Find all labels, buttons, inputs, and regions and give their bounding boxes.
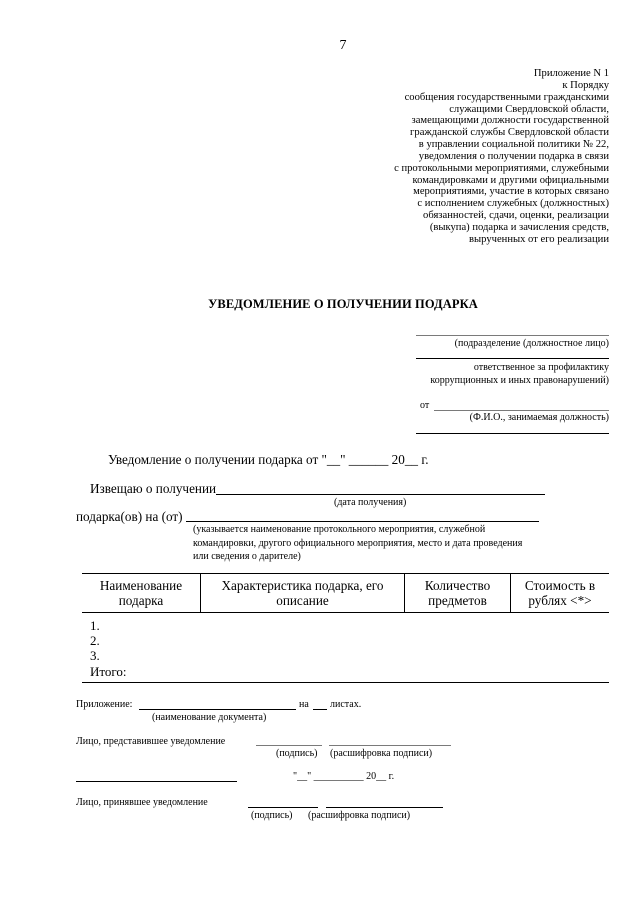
table-row[interactable]: 3. — [90, 648, 100, 664]
recipient-extra-line[interactable] — [416, 433, 609, 434]
submitter-sign-line[interactable] — [256, 745, 322, 746]
gift-event-line[interactable] — [186, 521, 539, 522]
appendix-line: гражданской службы Свердловской области — [410, 127, 609, 139]
appendix-line: командировками и другими официальными — [412, 174, 609, 186]
gift-table — [82, 573, 609, 613]
event-caption-line: или сведения о дарителе) — [193, 551, 301, 563]
appendix-line: мероприятиями, участие в которых связано — [413, 186, 609, 198]
submitter-decode-caption: (расшифровка подписи) — [330, 748, 433, 759]
from-caption: (Ф.И.О., занимаемая должность) — [469, 412, 609, 423]
attachment-label: Приложение: — [76, 699, 133, 710]
event-caption — [193, 523, 522, 564]
appendix-block — [394, 68, 609, 246]
event-caption-line: (указывается наименование протокольного мероприятия, служебной — [193, 524, 486, 535]
received-date-line[interactable] — [216, 494, 545, 495]
appendix-line: обязанностей, сдачи, оценки, реализации — [423, 210, 609, 222]
department-line[interactable] — [416, 335, 609, 336]
header-cost: Стоимость в рублях <*> — [511, 574, 610, 613]
appendix-line: с исполнением служебных (должностных) — [417, 198, 609, 210]
inform-label: Извещаю о получении — [90, 481, 217, 496]
appendix-line: к Порядку — [562, 79, 609, 91]
attachment-doc-line[interactable] — [139, 709, 296, 710]
appendix-line: сообщения государственными гражданскими — [404, 91, 609, 103]
table-row[interactable]: 1. — [90, 618, 100, 633]
from-label: от — [420, 400, 430, 411]
attachment-doc-caption: (наименование документа) — [152, 712, 267, 723]
receiver-decode-caption: (расшифровка подписи) — [308, 810, 411, 821]
attachment-sheets-line[interactable] — [313, 709, 327, 710]
date-left-line[interactable] — [76, 781, 237, 782]
from-line[interactable] — [434, 410, 609, 411]
appendix-line: в управлении социальной политики № 22, — [418, 139, 609, 151]
appendix-line: вырученных от его реализации — [469, 233, 609, 245]
attachment-on-label: на — [299, 699, 309, 710]
table-rows — [90, 618, 127, 679]
total-label: Итого: — [90, 663, 127, 679]
receiver-label: Лицо, принявшее уведомление — [76, 797, 208, 808]
header-quantity: Количество предметов — [405, 574, 511, 613]
submitter-sign-caption: (подпись) — [276, 748, 318, 759]
attachment-sheets-label: листах. — [330, 699, 362, 710]
header-description: Характеристика подарка, его описание — [201, 574, 405, 613]
header-name: Наименование подарка — [82, 574, 201, 613]
department-caption: (подразделение (должностное лицо) — [454, 338, 609, 349]
notice-date-line: Уведомление о получении подарка от "__" ______ 20__ г. — [108, 452, 429, 467]
submitter-label: Лицо, представившее уведомление — [76, 736, 226, 747]
responsible-line[interactable] — [416, 358, 609, 359]
receiver-sign-caption: (подпись) — [251, 810, 293, 821]
table-bottom-rule — [82, 682, 609, 683]
responsible-caption-1: ответственное за профилактику — [473, 362, 609, 373]
submitter-decode-line[interactable] — [329, 745, 451, 746]
appendix-line: с протокольными мероприятиями, служебными — [394, 162, 609, 174]
receiver-decode-line[interactable] — [326, 807, 443, 808]
receiver-sign-line[interactable] — [248, 807, 318, 808]
gift-label: подарка(ов) на (от) — [76, 509, 183, 524]
appendix-line: служащими Свердловской области, — [449, 103, 609, 115]
appendix-line: (выкупа) подарка и зачисления средств, — [429, 221, 609, 233]
date-caption: (дата получения) — [334, 497, 407, 508]
appendix-line: замещающими должности государственной — [411, 115, 609, 127]
table-row[interactable]: 2. — [90, 633, 100, 649]
page-number: 7 — [339, 38, 347, 53]
appendix-line: Приложение N 1 — [533, 68, 609, 79]
document-title: УВЕДОМЛЕНИЕ О ПОЛУЧЕНИИ ПОДАРКА — [208, 297, 478, 311]
event-caption-line: командировки, другого официального мероприятия, место и дата проведения — [193, 537, 523, 549]
appendix-line: уведомления о получении подарка в связи — [418, 150, 609, 162]
responsible-caption-2: коррупционных и иных правонарушений) — [430, 375, 609, 386]
date-line: "__" __________ 20__ г. — [293, 771, 395, 782]
